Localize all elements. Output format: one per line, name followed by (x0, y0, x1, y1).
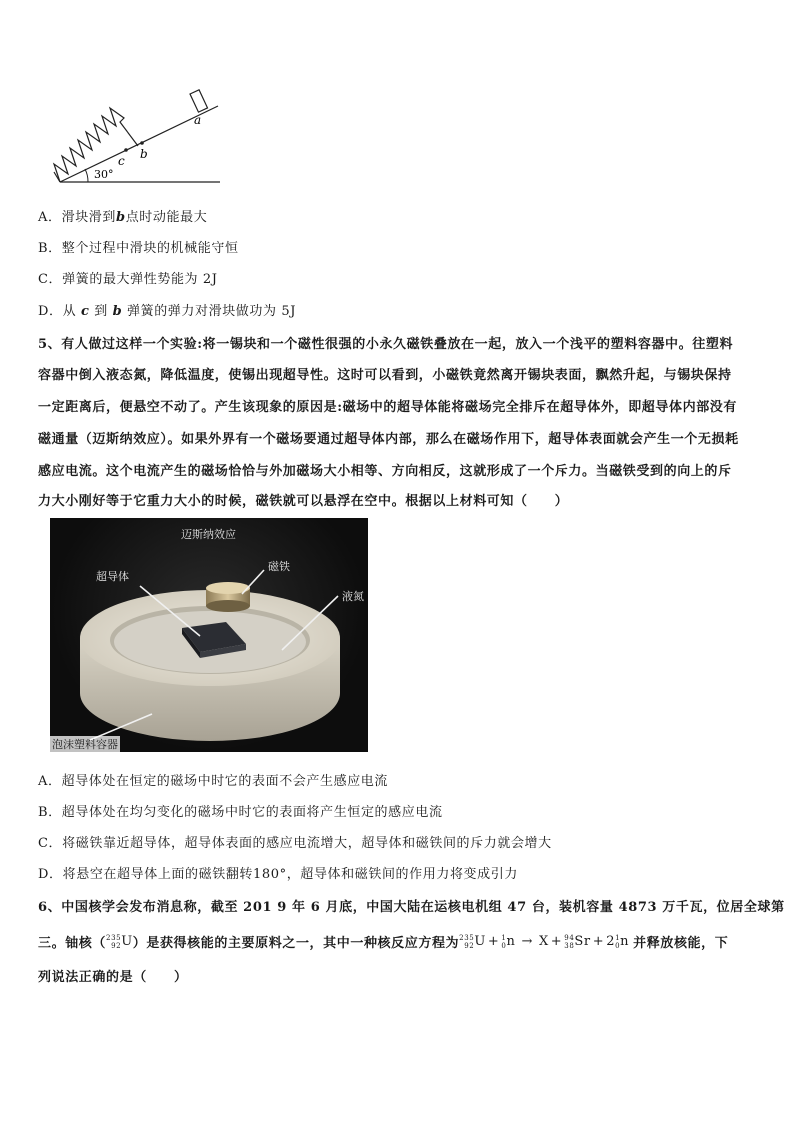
q4-opt-d-mid: 到 (94, 304, 108, 319)
eq-n-mass: 1 (501, 933, 507, 942)
eq-u-mass: 235 (459, 933, 475, 942)
point-c-label: c (118, 154, 125, 168)
q5-option-c: C．将磁铁靠近超导体，超导体表面的感应电流增大，超导体和磁铁间的斥力就会增大 (38, 836, 552, 851)
angle-label: 30° (94, 168, 114, 181)
q6-line-3: 列说法正确的是（ ） (38, 970, 188, 985)
q4-option-c: C．弹簧的最大弹性势能为 2J (38, 272, 218, 287)
q4-option-d (38, 300, 296, 319)
q4-opt-d-var2: b (112, 304, 123, 319)
q5-option-d (38, 863, 518, 882)
q4-opt-d-pre: D．从 (38, 304, 77, 319)
slider-block (190, 90, 208, 112)
eq-n-coeff: 2 (606, 934, 616, 949)
photo-title: 迈斯纳效应 (181, 528, 236, 541)
u-charge: 92 (111, 941, 122, 950)
point-a-label: a (194, 113, 202, 127)
q5-option-a: A．超导体处在恒定的磁场中时它的表面不会产生感应电流 (38, 774, 388, 789)
q5-opt-d-pre: D．将悬空在超导体上面的磁铁翻转 (38, 867, 254, 882)
u-mass: 235 (106, 933, 122, 942)
q5-line-1: 5、有人做过这样一个实验:将一锡块和一个磁性很强的小永久磁铁叠放在一起，放入一个浅平的塑料容器中。往塑料 (38, 337, 734, 352)
photo-label-liquid-nitrogen: 液氮 (342, 590, 364, 603)
point-b-label: b (140, 147, 148, 161)
eq-sr-symbol: Sr (574, 934, 591, 949)
q5-line-3: 一定距离后，便悬空不动了。产生该现象的原因是:磁场中的超导体能将磁场完全排斥在超导体外，即超导体内部没有 (38, 400, 737, 415)
photo-label-container: 泡沫塑料容器 (52, 738, 118, 751)
q6-line-2 (38, 932, 728, 951)
q4-option-b: B．整个过程中滑块的机械能守恒 (38, 241, 239, 256)
q6-line2-post: 并释放核能，下 (633, 936, 729, 951)
eq-u-symbol: U (474, 934, 486, 949)
q6-line2-mid: ）是获得核能的主要原料之一，其中一种核反应方程为 (132, 936, 460, 951)
meissner-effect-photo (50, 518, 368, 752)
q5-line-4: 磁通量（迈斯纳效应）。如果外界有一个磁场要通过超导体内部，那么在磁场作用下，超导体表面就会产生一个无损耗 (38, 432, 739, 447)
q4-option-a (38, 206, 207, 225)
q5-opt-d-angle: 180° (253, 867, 287, 882)
reaction-equation: 235 92 U + 1 0 n → X + 94 38 Sr + 2 1 0 n (459, 933, 630, 950)
q5-option-b: B．超导体处在均匀变化的磁场中时它的表面将产生恒定的感应电流 (38, 805, 443, 820)
q6-line2-pre: 三。铀核（ (38, 936, 107, 951)
photo-illustration (50, 518, 368, 752)
q5-line-2: 容器中倒入液态氮，降低温度，使锡出现超导性。这时可以看到，小磁铁竟然离开锡块表面，飘然升起，与锡块保持 (38, 368, 732, 383)
photo-label-magnet: 磁铁 (268, 560, 290, 573)
eq-n2-charge: 0 (615, 941, 621, 950)
q6-line-1: 6、中国核学会发布消息称，截至 201 9 年 6 月底，中国大陆在运核电机组 47 台，装机容量 4873 万千瓦，位居全球第 (38, 900, 785, 915)
q4-opt-d-var1: c (80, 304, 90, 319)
eq-n-charge: 0 (501, 941, 507, 950)
eq-n2-symbol: n (620, 934, 630, 949)
q4-opt-a-var: b (116, 210, 126, 225)
point-b-dot (140, 141, 144, 145)
q4-opt-a-post: 点时动能最大 (125, 210, 208, 225)
eq-sr-mass: 94 (564, 933, 575, 942)
eq-n2-mass: 1 (615, 933, 621, 942)
photo-label-superconductor: 超导体 (96, 570, 129, 583)
angle-arc (85, 169, 88, 182)
q4-opt-a-pre: A．滑块滑到 (38, 210, 116, 225)
q5-line-6: 力大小刚好等于它重力大小的时候，磁铁就可以悬浮在空中。根据以上材料可知（ ） (38, 494, 569, 509)
q5-opt-d-post: ，超导体和磁铁间的作用力将变成引力 (286, 867, 518, 882)
arrow-icon: → (521, 934, 533, 949)
eq-n-symbol: n (506, 934, 516, 949)
incline-spring-figure (40, 86, 230, 188)
q4-opt-d-post: 弹簧的弹力对滑块做功为 5J (127, 304, 297, 319)
point-c-dot (124, 148, 128, 152)
eq-x-symbol: X (538, 934, 549, 949)
uranium-nuclide (106, 934, 133, 950)
eq-sr-charge: 38 (564, 941, 575, 950)
u-symbol: U (121, 934, 133, 949)
q5-line-5: 感应电流。这个电流产生的磁场恰恰与外加磁场大小相等、方向相反，这就形成了一个斥力。当磁铁受到的向上的斥 (38, 464, 732, 479)
eq-u-charge: 92 (464, 941, 475, 950)
